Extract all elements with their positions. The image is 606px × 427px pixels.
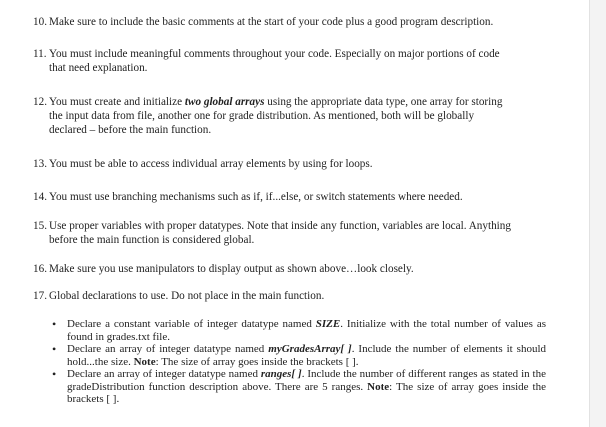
scrollbar-track[interactable] — [589, 0, 606, 427]
item-text: Make sure to include the basic comments at the start of your code plus a good program description. — [49, 16, 494, 28]
bullet-text-segment: : The size of array goes inside the brackets [ ]. — [155, 355, 359, 368]
item-text-line: Use proper variables with proper datatypes. Note that inside any function, variables are local. Anything — [49, 220, 511, 232]
bullet-text-segment: : The size of array goes inside the brackets [ ]. — [67, 380, 546, 405]
list-item-15 — [33, 219, 548, 247]
item-text: Global declarations to use. Do not place in the main function. — [49, 290, 325, 302]
list-item-12 — [33, 95, 548, 137]
bullet-text-segment: Declare a constant variable of integer datatype named — [67, 318, 316, 330]
list-item-14 — [33, 190, 548, 204]
note-label: Note — [367, 380, 390, 393]
item-text: You must use branching mechanisms such as if, if...else, or switch statements where needed. — [49, 191, 463, 203]
item-text: Make sure you use manipulators to display output as shown above…look closely. — [49, 263, 414, 275]
item-text — [33, 219, 548, 247]
bullet-list — [49, 318, 546, 406]
emphasis-text: ranges[ ] — [260, 368, 302, 380]
bullet-icon: • — [52, 342, 57, 356]
item-text-segment: using the appropriate data type, one array for storing — [264, 96, 503, 108]
bullet-text-segment: Declare an array of integer datatype named — [67, 368, 261, 380]
bullet-text-segment: . Include the number of different ranges as stated in the gradeDistribution function description above. There are 5 ranges. — [67, 368, 546, 393]
list-item-16 — [33, 262, 548, 276]
note-label: Note — [133, 355, 156, 368]
item-text-line — [49, 95, 548, 109]
item-number: 15. — [33, 220, 47, 232]
bullet-icon: • — [52, 367, 57, 381]
emphasis-text: two global arrays — [184, 96, 265, 108]
item-number: 12. — [33, 96, 47, 108]
emphasis-text: SIZE — [315, 318, 341, 330]
emphasis-text: myGradesArray[ ] — [268, 343, 352, 355]
item-number: 10. — [33, 16, 47, 28]
bullet-text-segment: Declare an array of integer datatype named — [67, 343, 269, 355]
list-item-11 — [33, 47, 548, 75]
bullet-icon: • — [52, 317, 57, 331]
item-text-line: that need explanation. — [49, 62, 148, 74]
item-number: 14. — [33, 191, 47, 203]
list-item-17 — [33, 289, 548, 303]
bullet-item — [49, 318, 546, 343]
item-number: 11. — [33, 48, 47, 60]
item-text-line: before the main function is considered global. — [49, 234, 255, 246]
item-text-line: declared – before the main function. — [49, 124, 212, 136]
item-text-line: the input data from file, another one for grade distribution. As mentioned, both will be globally — [49, 110, 475, 122]
bullet-item — [49, 368, 546, 406]
item-text: You must be able to access individual array elements by using for loops. — [49, 158, 373, 170]
list-item-10 — [33, 15, 548, 29]
item-text — [33, 47, 548, 75]
item-number: 17. — [33, 290, 47, 302]
item-text — [33, 95, 548, 137]
item-text-segment: You must create and initialize — [49, 96, 185, 108]
item-text-line: You must include meaningful comments throughout your code. Especially on major portions of code — [49, 48, 500, 60]
bullet-text-segment: . Initialize with the total number of values as found in grades.txt file. — [67, 318, 546, 343]
list-item-13 — [33, 157, 548, 171]
item-number: 16. — [33, 263, 47, 275]
bullet-text-segment: . Include the number of elements it should hold...the size. — [67, 343, 547, 368]
bullet-item — [49, 343, 546, 368]
item-number: 13. — [33, 158, 47, 170]
